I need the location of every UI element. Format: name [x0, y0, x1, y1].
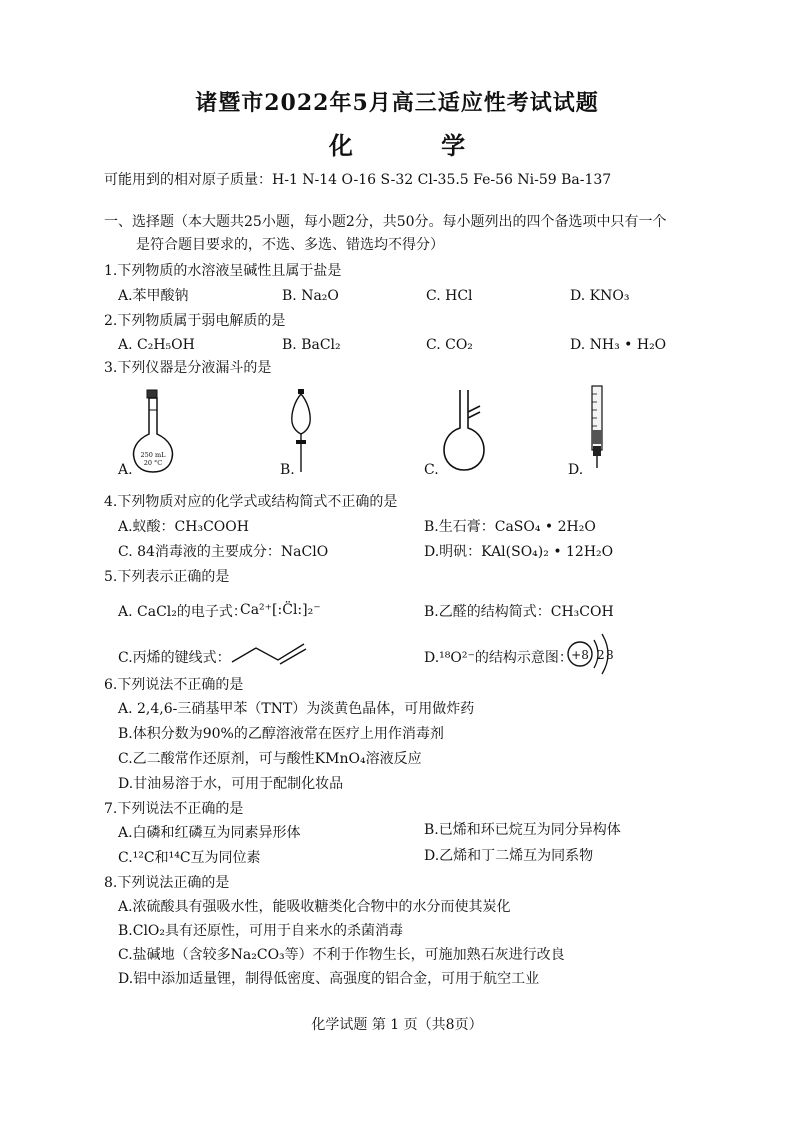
q2-option-b: B. BaCl₂	[282, 337, 341, 353]
q5-option-c: C.丙烯的键线式：	[118, 650, 231, 666]
shell-2-electrons: 8	[606, 648, 614, 662]
page-footer: 化学试题 第 1 页（共8页）	[311, 1017, 483, 1033]
q4-option-c: C. 84消毒液的主要成分：NaClO	[118, 544, 329, 560]
q5-option-d: D.¹⁸O²⁻的结构示意图：	[424, 650, 573, 666]
q7-option-d: D.乙烯和丁二烯互为同系物	[424, 848, 594, 864]
q4-option-d: D.明矾：KAl(SO₄)₂ • 12H₂O	[424, 544, 614, 560]
q4-option-a: A.蚁酸：CH₃COOH	[118, 519, 249, 535]
q5-option-b: B.乙醛的结构简式：CH₃COH	[424, 604, 614, 620]
atomic-masses: 可能用到的相对原子质量：H-1 N-14 O-16 S-32 Cl-35.5 Fe-56 Ni-59 Ba-137	[104, 172, 612, 188]
q6-option-d: D.甘油易溶于水，可用于配制化妆品	[118, 776, 344, 792]
q6-option-c: C.乙二酸常作还原剂，可与酸性KMnO₄溶液反应	[118, 751, 422, 767]
q8-option-c: C.盐碱地（含较多Na₂CO₃等）不利于作物生长，可施加熟石灰进行改良	[118, 947, 565, 963]
q8-option-b: B.ClO₂具有还原性，可用于自来水的杀菌消毒	[118, 923, 404, 939]
flask-label-temperature: 20 °C	[143, 459, 163, 467]
q2-option-c: C. CO₂	[426, 337, 473, 353]
exam-title: 诸暨市2022年5月高三适应性考试试题	[195, 90, 599, 116]
subject-title: 化 学	[328, 131, 506, 160]
q3-option-d: D.	[568, 462, 584, 478]
q3-stem: 3.下列仪器是分液漏斗的是	[104, 360, 272, 376]
q2-option-a: A. C₂H₅OH	[118, 337, 195, 353]
q6-option-a: A. 2,4,6-三硝基甲苯（TNT）为淡黄色晶体，可用做炸药	[118, 701, 475, 717]
oxygen-ion-structure-figure	[562, 626, 622, 682]
q1-option-a: A.苯甲酸钠	[118, 288, 189, 304]
nucleus-charge: +8	[571, 648, 589, 662]
q6-stem: 6.下列说法不正确的是	[104, 677, 244, 693]
q3-option-a: A.	[118, 462, 133, 478]
q1-stem: 1.下列物质的水溶液呈碱性且属于盐是	[104, 263, 342, 279]
shell-1-electrons: 2	[597, 648, 605, 662]
q3-option-c: C.	[424, 462, 439, 478]
q2-option-d: D. NH₃ • H₂O	[570, 337, 667, 353]
q8-option-d: D.铝中添加适量锂，制得低密度、高强度的铝合金，可用于航空工业	[118, 971, 540, 987]
q1-option-c: C. HCl	[426, 288, 473, 304]
q4-option-b: B.生石膏：CaSO₄ • 2H₂O	[424, 519, 596, 535]
q8-option-a: A.浓硫酸具有强吸水性，能吸收糖类化合物中的水分而使其炭化	[118, 899, 511, 915]
q4-stem: 4.下列物质对应的化学式或结构简式不正确的是	[104, 494, 398, 510]
section-heading-line1: 一、选择题（本大题共25小题，每小题2分，共50分。每小题列出的四个备选项中只有一个	[104, 214, 667, 230]
burette-figure	[586, 384, 608, 476]
q8-stem: 8.下列说法正确的是	[104, 875, 230, 891]
section-heading-line2: 是符合题目要求的，不选、多选、错选均不得分）	[136, 237, 444, 253]
q7-option-c: C.¹²C和¹⁴C互为同位素	[118, 850, 261, 866]
q5-option-a-formula: Ca²⁺[:C̈l:]₂⁻	[240, 602, 321, 618]
q7-option-a: A.白磷和红磷互为同素异形体	[118, 825, 301, 841]
q6-option-b: B.体积分数为90%的乙醇溶液常在医疗上用作消毒剂	[118, 726, 444, 742]
q5-stem: 5.下列表示正确的是	[104, 569, 230, 585]
q2-stem: 2.下列物质属于弱电解质的是	[104, 313, 286, 329]
q5-option-a-prefix: A. CaCl₂的电子式：	[118, 604, 247, 620]
flask-label-volume: 250 mL	[140, 451, 166, 459]
q7-option-b: B.已烯和环已烷互为同分异构体	[424, 822, 621, 838]
q3-option-b: B.	[280, 462, 295, 478]
distillation-flask-figure	[440, 388, 492, 472]
q1-option-b: B. Na₂O	[282, 288, 339, 304]
q7-stem: 7.下列说法不正确的是	[104, 801, 244, 817]
propene-skeletal-figure	[230, 640, 318, 666]
volumetric-flask-figure	[128, 388, 178, 476]
q1-option-d: D. KNO₃	[570, 288, 630, 304]
